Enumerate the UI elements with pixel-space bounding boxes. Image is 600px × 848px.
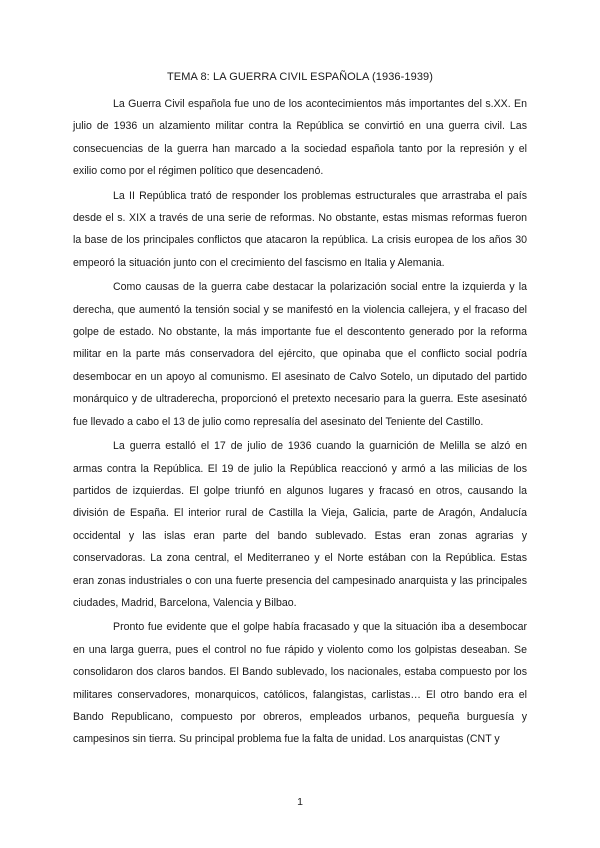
paragraph-causes: Como causas de la guerra cabe destacar la polarización social entre la izquierda y la derecha, que aumentó la tensión social y se manifestó en la violencia callejera, y el fracaso del golpe de estado. No obstante, la más importante fue el descontento generado por la reforma militar en la parte más conservadora del ejército, que opinaba que el conflicto social podría desembocar en un apoyo al comunismo. El asesinato de Calvo Sotelo, un diputado del partido monárquico y de ultraderecha, proporcionó el pretexto necesario para la guerra. Este asesinató fue llevado a cabo el 13 de julio como represalía del asesinato del Teniente del Castillo. — [73, 281, 527, 428]
document-body — [73, 93, 527, 753]
paragraph-second-republic: La II República trató de responder los problemas estructurales que arrastraba el país desde el s. XIX a través de una serie de reformas. No obstante, estas mismas reformas fueron la base de los principales conflictos que atacaron la república. La crisis europea de los años 30 empeoró la situación junto con el crecimiento del fascismo en Italia y Alemania. — [73, 189, 527, 269]
paragraph-intro: La Guerra Civil española fue uno de los acontecimientos más importantes del s.XX. En julio de 1936 un alzamiento militar contra la República se convirtió en una guerra civil. Las consecuencias de la guerra han marcado a la sociedad española tanto por la represión y el exilio como por el régimen político que desencadenó. — [73, 98, 527, 178]
paragraph-sides: Pronto fue evidente que el golpe había fracasado y que la situación iba a desembocar en una larga guerra, pues el control no fue rápido y violento como los golpistas deseaban. Se consolidaron dos claros bandos. El Bando sublevado, los nacionales, estaba compuesto por los militares conservadores, monarquicos, católicos, falangistas, carlistas… El otro bando era el Bando Republicano, compuesto por obreros, empleados urbanos, pequeña burguesía y campesinos sin tierra. Su principal problema fue la falta de unidad. Los anarquistas (CNT y — [73, 621, 527, 746]
document-title: TEMA 8: LA GUERRA CIVIL ESPAÑOLA (1936-1939) — [166, 71, 434, 83]
paragraph-outbreak: La guerra estalló el 17 de julio de 1936 cuando la guarnición de Melilla se alzó en armas contra la República. El 19 de julio la República reaccionó y armó a las milicias de los partidos de izquierdas. El golpe triunfó en algunos lugares y fracasó en otros, causando la división de España. El interior rural de Castilla la Vieja, Galicia, parte de Aragón, Andalucía occidental y las islas eran parte del bando sublevado. Estas eran zonas agrarias y conservadoras. La zona central, el Mediterraneo y el Norte estában con la República. Estas eran zonas industriales o con una fuerte presencia del campesinado anarquista y las principales ciudades, Madrid, Barcelona, Valencia y Bilbao. — [73, 440, 527, 609]
page-number: 1 — [297, 796, 303, 808]
